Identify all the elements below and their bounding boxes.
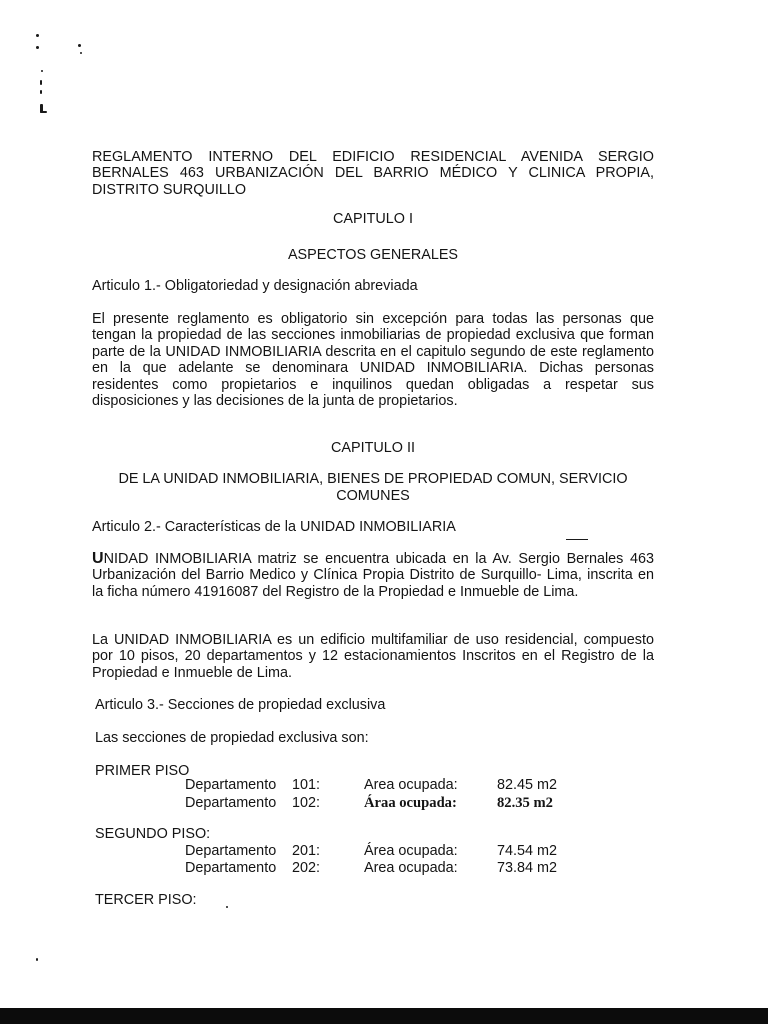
unit-row [185, 860, 605, 877]
floor-heading: SEGUNDO PISO: [95, 826, 211, 842]
article-2-paragraph-1 [92, 551, 654, 600]
area-label: Area ocupada: [364, 860, 458, 876]
title-line: DISTRITO SURQUILLO [92, 181, 247, 198]
unit-number: 101: [292, 777, 321, 793]
unit-number: 202: [292, 860, 321, 876]
chapter-2-subheading-line1: DE LA UNIDAD INMOBILIARIA, BIENES DE PROPIEDAD COMUN, SERVICIO [118, 471, 628, 487]
article-1-paragraph: El presente reglamento es obligatorio sin excepción para todas las personas que tengan la propiedad de las secciones inmobiliarias de propiedad exclusiva que forman parte de la UNIDAD INMOBILIARIA descrita en el capitulo segundo de este reglamento en la que adelante se denominara UNIDAD INMOBILIARIA. Dichas personas residentes como propietarios e inquilinos quedan obligadas a respetar sus disposiciones y las decisiones de la junta de propietarios. [92, 311, 654, 410]
drop-initial: U [92, 550, 104, 567]
floor-heading: TERCER PISO: [95, 892, 197, 908]
chapter-1-heading: CAPITULO I [333, 211, 413, 227]
title-line: REGLAMENTO INTERNO DEL EDIFICIO RESIDENCIAL AVENIDA SERGIO [92, 149, 654, 165]
area-value: 73.84 m2 [497, 860, 558, 876]
scan-border [0, 1008, 768, 1024]
article-3-intro: Las secciones de propiedad exclusiva son: [95, 730, 369, 746]
scan-speck [80, 52, 82, 54]
scan-speck [226, 906, 228, 908]
unit-number: 102: [292, 795, 321, 811]
scan-speck [40, 80, 42, 85]
scan-speck [40, 90, 42, 94]
area-label: Área ocupada: [364, 843, 458, 859]
unit-label: Departamento [185, 777, 277, 793]
scan-speck [78, 44, 81, 47]
chapter-1-subheading: ASPECTOS GENERALES [287, 247, 459, 263]
article-2-heading: Articulo 2.- Características de la UNIDAD INMOBILIARIA [92, 519, 456, 535]
unit-row [185, 777, 605, 794]
floor-heading: PRIMER PISO [95, 763, 190, 779]
area-value: 82.45 m2 [497, 777, 558, 793]
scan-speck [41, 70, 43, 72]
area-label: Áraa ocupada: [364, 795, 457, 811]
unit-row [185, 795, 605, 812]
scan-speck [36, 46, 39, 49]
unit-label: Departamento [185, 795, 277, 811]
document-title [92, 149, 654, 198]
unit-row [185, 843, 605, 860]
unit-number: 201: [292, 843, 321, 859]
area-value: 82.35 m2 [497, 795, 553, 811]
title-line: BERNALES 463 URBANIZACIÓN DEL BARRIO MÉDICO Y CLINICA PROPIA, [92, 165, 654, 182]
chapter-2-heading: CAPITULO II [331, 440, 415, 456]
area-value: 74.54 m2 [497, 843, 558, 859]
area-label: Area ocupada: [364, 777, 458, 793]
scan-speck [36, 34, 39, 37]
unit-label: Departamento [185, 843, 277, 859]
scan-speck [566, 539, 588, 540]
paragraph-text: NIDAD INMOBILIARIA matriz se encuentra ubicada en la Av. Sergio Bernales 463 Urbanización del Barrio Medico y Clínica Propia Distrito de Surquillo- Lima, inscrita en la ficha número 41916087 del Registro de la Propiedad e Inmueble de Lima. [92, 551, 654, 600]
scan-speck [40, 111, 47, 113]
article-3-heading: Articulo 3.- Secciones de propiedad exclusiva [95, 697, 386, 713]
scan-speck [36, 958, 38, 961]
chapter-2-subheading-line2: COMUNES [336, 488, 410, 504]
article-2-paragraph-2: La UNIDAD INMOBILIARIA es un edificio multifamiliar de uso residencial, compuesto por 10 pisos, 20 departamentos y 12 estacionamientos Inscritos en el Registro de la Propiedad e Inmueble de Lima. [92, 632, 654, 681]
unit-label: Departamento [185, 860, 277, 876]
article-1-heading: Articulo 1.- Obligatoriedad y designación abreviada [92, 278, 418, 294]
